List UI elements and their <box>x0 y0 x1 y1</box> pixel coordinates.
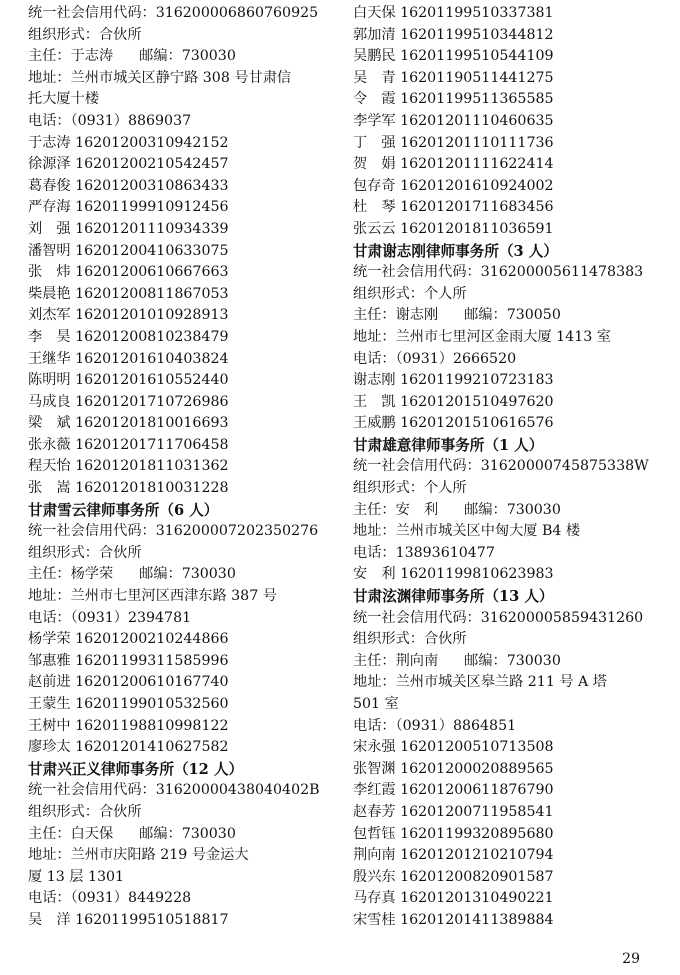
entry-line: 李 昊 16201200810238479 <box>28 328 229 345</box>
entry-line: 白天保 16201199510337381 <box>353 5 554 21</box>
entry-line: 严存海 16201199910912456 <box>28 199 229 216</box>
director-line <box>353 651 671 673</box>
page-number: 29 <box>622 951 640 967</box>
entry-line: 统一社会信用代码：316200005859431260 <box>353 609 644 626</box>
director-line <box>353 500 671 522</box>
entry-line: 地址：兰州市城关区中匈大厦 B4 楼 <box>353 523 581 540</box>
entry-line: 邹惠雅 16201199311585996 <box>28 652 229 669</box>
left-column <box>28 3 340 932</box>
entry-line: 王 凯 16201201510497620 <box>353 393 554 410</box>
entry-line: 吴 洋 16201199510518817 <box>28 911 229 928</box>
postcode: 邮编：730030 <box>139 566 236 583</box>
entry-line: 张永薇 16201201711706458 <box>28 436 229 453</box>
director-line <box>28 564 340 586</box>
entry-line: 地址：兰州市城关区皋兰路 211 号 A 塔 <box>353 674 607 691</box>
entry-line: 501 室 <box>353 696 399 712</box>
entry-line: 陈明明 16201201610552440 <box>28 372 229 389</box>
entry-line: 杨学荣 16201200210244866 <box>28 631 229 648</box>
entry-line: 组织形式：合伙所 <box>28 26 142 43</box>
entry-line: 王继华 16201201610403824 <box>28 350 229 367</box>
entry-line: 刘 强 16201201110934339 <box>28 220 229 237</box>
postcode: 邮编：730030 <box>139 48 236 65</box>
entry-line: 地址：兰州市七里河区金雨大厦 1413 室 <box>353 328 611 345</box>
entry-line: 统一社会信用代码：316200005611478383 <box>353 264 644 281</box>
entry-line: 电话：（0931）8864851 <box>353 717 517 734</box>
entry-line: 统一社会信用代码：316200007202350276 <box>28 523 319 540</box>
right-column <box>353 3 671 932</box>
entry-line: 吴 青 16201190511441275 <box>353 69 554 86</box>
entry-line: 杜 琴 16201201711683456 <box>353 199 554 216</box>
postcode: 邮编：730030 <box>464 652 561 669</box>
director-name: 主任：于志涛 <box>28 48 114 65</box>
entry-line: 丁 强 16201201110111736 <box>353 134 554 151</box>
entry-line: 厦 13 层 1301 <box>28 868 125 885</box>
postcode: 邮编：730050 <box>464 307 561 324</box>
entry-line: 张 炜 16201200610667663 <box>28 264 229 281</box>
entry-line: 电话：（0931）8869037 <box>28 112 192 129</box>
director-name: 主任：安 利 <box>353 501 439 518</box>
entry-line: 刘杰军 16201201010928913 <box>28 307 229 324</box>
postcode: 邮编：730030 <box>139 825 236 842</box>
entry-line: 电话：（0931）2394781 <box>28 609 192 626</box>
entry-line: 地址：兰州市城关区静宁路 308 号甘肃信 <box>28 69 292 86</box>
entry-line: 吴鹏民 16201199510544109 <box>353 48 554 65</box>
director-name: 主任：杨学荣 <box>28 566 114 583</box>
entry-line: 安 利 16201199810623983 <box>353 566 554 583</box>
entry-line: 宋永强 16201200510713508 <box>353 739 554 756</box>
entry-line: 地址：兰州市七里河区西津东路 387 号 <box>28 588 277 605</box>
entry-line: 梁 斌 16201201810016693 <box>28 415 229 432</box>
director-line <box>28 824 340 846</box>
entry-line: 贺 娟 16201201111622414 <box>353 156 554 173</box>
entry-line: 王树中 16201198810998122 <box>28 717 229 734</box>
entry-line: 令 霞 16201199511365585 <box>353 91 554 108</box>
postcode: 邮编：730030 <box>464 501 561 518</box>
entry-line: 廖珍太 16201201410627582 <box>28 739 229 756</box>
entry-line: 潘智明 16201200410633075 <box>28 242 229 259</box>
entry-line: 马成良 16201201710726986 <box>28 393 229 410</box>
entry-line: 统一社会信用代码：316200006860760925 <box>28 5 319 21</box>
firm-heading: 甘肃兴正义律师事务所（12 人） <box>28 760 244 778</box>
entry-line: 赵春芳 16201200711958541 <box>353 803 554 820</box>
entry-line: 组织形式：个人所 <box>353 480 467 497</box>
firm-heading: 甘肃泫渊律师事务所（13 人） <box>353 588 554 606</box>
entry-line: 赵前进 16201200610167740 <box>28 674 229 691</box>
entry-line: 张智渊 16201200020889565 <box>353 760 554 777</box>
entry-line: 统一社会信用代码：31620000745875338W <box>353 458 649 475</box>
entry-line: 李学军 16201201110460635 <box>353 112 554 129</box>
entry-line: 电话：13893610477 <box>353 544 495 561</box>
director-line <box>353 305 671 327</box>
director-name: 主任：白天保 <box>28 825 114 842</box>
entry-line: 李红霞 16201200611876790 <box>353 782 554 799</box>
firm-heading: 甘肃雪云律师事务所（6 人） <box>28 501 219 519</box>
entry-line: 王蒙生 16201199010532560 <box>28 696 229 712</box>
entry-line: 于志涛 16201200310942152 <box>28 134 229 151</box>
entry-line: 组织形式：合伙所 <box>353 631 467 648</box>
entry-line: 包存奇 16201201610924002 <box>353 177 554 194</box>
firm-heading: 甘肃谢志刚律师事务所（3 人） <box>353 242 558 260</box>
entry-line: 组织形式：个人所 <box>353 285 467 302</box>
entry-line: 荆向南 16201201210210794 <box>353 847 554 864</box>
entry-line: 托大厦十楼 <box>28 91 99 108</box>
firm-heading: 甘肃雄意律师事务所（1 人） <box>353 436 544 454</box>
director-line <box>28 46 340 68</box>
entry-line: 谢志刚 16201199210723183 <box>353 372 554 389</box>
entry-line: 电话：（0931）2666520 <box>353 350 517 367</box>
entry-line: 宋雪桂 16201201411389884 <box>353 911 554 928</box>
director-name: 主任：荆向南 <box>353 652 439 669</box>
entry-line: 地址：兰州市庆阳路 219 号金运大 <box>28 847 249 864</box>
entry-line: 葛春俊 16201200310863433 <box>28 177 229 194</box>
entry-line: 马存真 16201201310490221 <box>353 890 554 907</box>
entry-line: 组织形式：合伙所 <box>28 803 142 820</box>
entry-line: 张 嵩 16201201810031228 <box>28 480 229 497</box>
entry-line: 王威鹏 16201201510616576 <box>353 415 554 432</box>
entry-line: 包哲钰 16201199320895680 <box>353 825 554 842</box>
entry-line: 徐源泽 16201200210542457 <box>28 156 229 173</box>
entry-line: 统一社会信用代码：31620000438040402B <box>28 782 320 799</box>
entry-line: 电话：（0931）8449228 <box>28 890 192 907</box>
entry-line: 程天怡 16201201811031362 <box>28 458 229 475</box>
entry-line: 柴晨艳 16201200811867053 <box>28 285 229 302</box>
director-name: 主任：谢志刚 <box>353 307 439 324</box>
entry-line: 郭加清 16201199510344812 <box>353 26 554 43</box>
entry-line: 殷兴东 16201200820901587 <box>353 868 554 885</box>
entry-line: 张云云 16201201811036591 <box>353 220 554 237</box>
entry-line: 组织形式：合伙所 <box>28 544 142 561</box>
